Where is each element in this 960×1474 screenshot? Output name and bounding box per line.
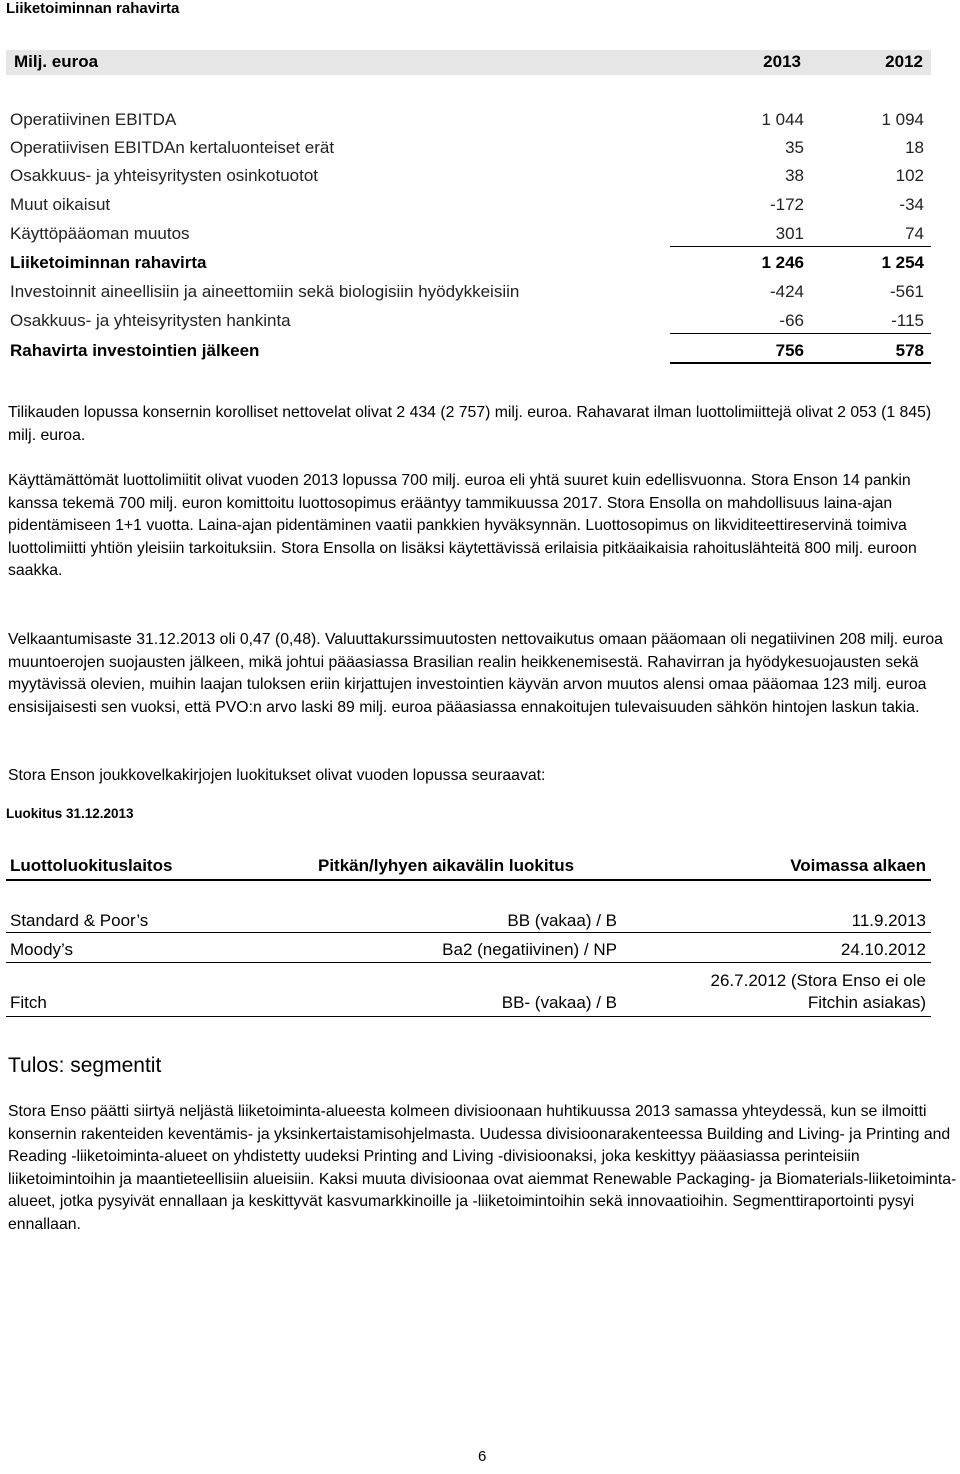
table-row-subtotal: Liiketoiminnan rahavirta 1 246 1 254 <box>10 253 924 272</box>
paragraph-segments: Stora Enso päätti siirtyä neljästä liiketoiminta-alueesta kolmeen divisioonaan huhtikuussa 2013 samassa yhteydessä, kun se ilmoitti konsernin rakenteiden keventämis- ja yksinkertaistamisohjelmasta. Uudessa divisioonarakenteessa Building and Living- ja Printing and Reading -liiketoiminta-alueet on yhdistetty uudeksi Printing and Living -divisioonaksi, joka keskittyy pääasiassa perinteisiin liiketoimintoihin ja maantieteellisiin alueisiin. Kaksi muuta divisioonaa ovat aiemmat Renewable Packaging- ja Biomaterials-liiketoiminta-alueet, jotka pysyivät ennallaan ja keskittyvät kasvumarkkinoille ja -liiketoimintoihin sekä innovaatioihin. Segmenttiraportointi pysyi ennallaan. <box>8 1103 957 1233</box>
rating-since: 26.7.2012 (Stora Enso ei ole <box>710 971 926 990</box>
subtotal-rule <box>670 246 931 247</box>
rating-value: Ba2 (negatiivinen) / NP <box>442 940 617 959</box>
rating-since: 11.9.2013 <box>851 911 926 930</box>
table-row-total: Rahavirta investointien jälkeen 756 578 <box>10 341 924 360</box>
section-title: Liiketoiminnan rahavirta <box>6 0 180 17</box>
cashflow-header <box>6 50 931 75</box>
table-row: Käyttöpääoman muutos 301 74 <box>10 224 924 243</box>
rating-since: 24.10.2012 <box>840 940 926 959</box>
rating-row-rule <box>6 1016 931 1017</box>
table-row: Operatiivinen EBITDA 1 044 1 094 <box>10 110 924 129</box>
total-rule <box>670 333 931 334</box>
rating-value: BB- (vakaa) / B <box>501 993 617 1012</box>
cashflow-header-2012: 2012 <box>885 52 923 71</box>
rating-agency: Fitch <box>10 993 47 1012</box>
cashflow-header-2013: 2013 <box>763 52 801 71</box>
rating-header-rating: Pitkän/lyhyen aikavälin luokitus <box>318 856 575 875</box>
rating-title: Luokitus 31.12.2013 <box>6 806 134 821</box>
rating-row-rule <box>6 932 931 933</box>
table-row: Muut oikaisut -172 -34 <box>10 195 924 214</box>
paragraph-net-debt: Tilikauden lopussa konsernin korolliset nettovelat olivat 2 434 (2 757) milj. euroa. Rahavarat ilman luottolimiittejä olivat 2 053 (1 845) milj. euroa. <box>8 404 932 444</box>
rating-value: BB (vakaa) / B <box>507 911 617 930</box>
paragraph-gearing: Velkaantumisaste 31.12.2013 oli 0,47 (0,48). Valuuttakurssimuutosten nettovaikutus omaan pääomaan oli negatiivinen 208 milj. euroa muuntoerojen suojausten jälkeen, mikä johtui pääasiassa Brasilian realin heikkenemisestä. Rahavirran ja hyödykesuojausten sekä myytävissä olevien, muihin laajan tuloksen eriin kirjattujen investointien käyvän arvon muutos alensi omaa pääomaa 123 milj. euroa ensisijaisesti sen vuoksi, että PVO:n arvo laski 89 milj. euroa pääasiassa ennakoitujen tulevaisuuden sähkön hintojen laskun takia. <box>8 631 943 716</box>
cashflow-header-label: Milj. euroa <box>14 52 99 71</box>
rating-header-rule <box>6 879 931 881</box>
table-row: Investoinnit aineellisiin ja aineettomiin sekä biologisiin hyödykkeisiin -424 -561 <box>10 282 924 301</box>
rating-header-agency: Luottoluokituslaitos <box>10 856 173 875</box>
table-row: Osakkuus- ja yhteisyritysten hankinta -66 -115 <box>10 311 924 330</box>
paragraph-credit-facilities: Käyttämättömät luottolimiitit olivat vuoden 2013 lopussa 700 milj. euroa eli yhtä suuret kuin edellisvuonna. Stora Enson 14 pankin kanssa tekemä 700 milj. euron komittoitu luottosopimus erääntyy tammikuussa 2017. Stora Ensolla on mahdollisuus laina-ajan pidentämiseen 1+1 vuotta. Laina-ajan pidentäminen vaatii pankkien hyväksynnän. Luottosopimus on likviditeettireservinä toimiva luottolimiitti yhtiön yleisiin tarkoituksiin. Stora Ensolla on lisäksi käytettävissä erilaisia pitkäaikaisia rahoituslähteitä 800 milj. euroon saakka. <box>8 472 917 580</box>
segment-title: Tulos: segmentit <box>8 1054 162 1077</box>
rating-agency: Standard & Poor’s <box>10 911 149 930</box>
rating-row-rule <box>6 962 931 963</box>
table-row: Operatiivisen EBITDAn kertaluonteiset erät 35 18 <box>10 138 924 157</box>
paragraph-ratings-intro: Stora Enson joukkovelkakirjojen luokitukset olivat vuoden lopussa seuraavat: <box>8 767 546 784</box>
total-underline <box>670 362 931 364</box>
rating-since: Fitchin asiakas) <box>807 993 926 1012</box>
table-row: Osakkuus- ja yhteisyritysten osinkotuotot 38 102 <box>10 166 924 185</box>
rating-agency: Moody’s <box>10 940 73 959</box>
page-number: 6 <box>478 1448 487 1465</box>
rating-header-since: Voimassa alkaen <box>790 856 926 875</box>
